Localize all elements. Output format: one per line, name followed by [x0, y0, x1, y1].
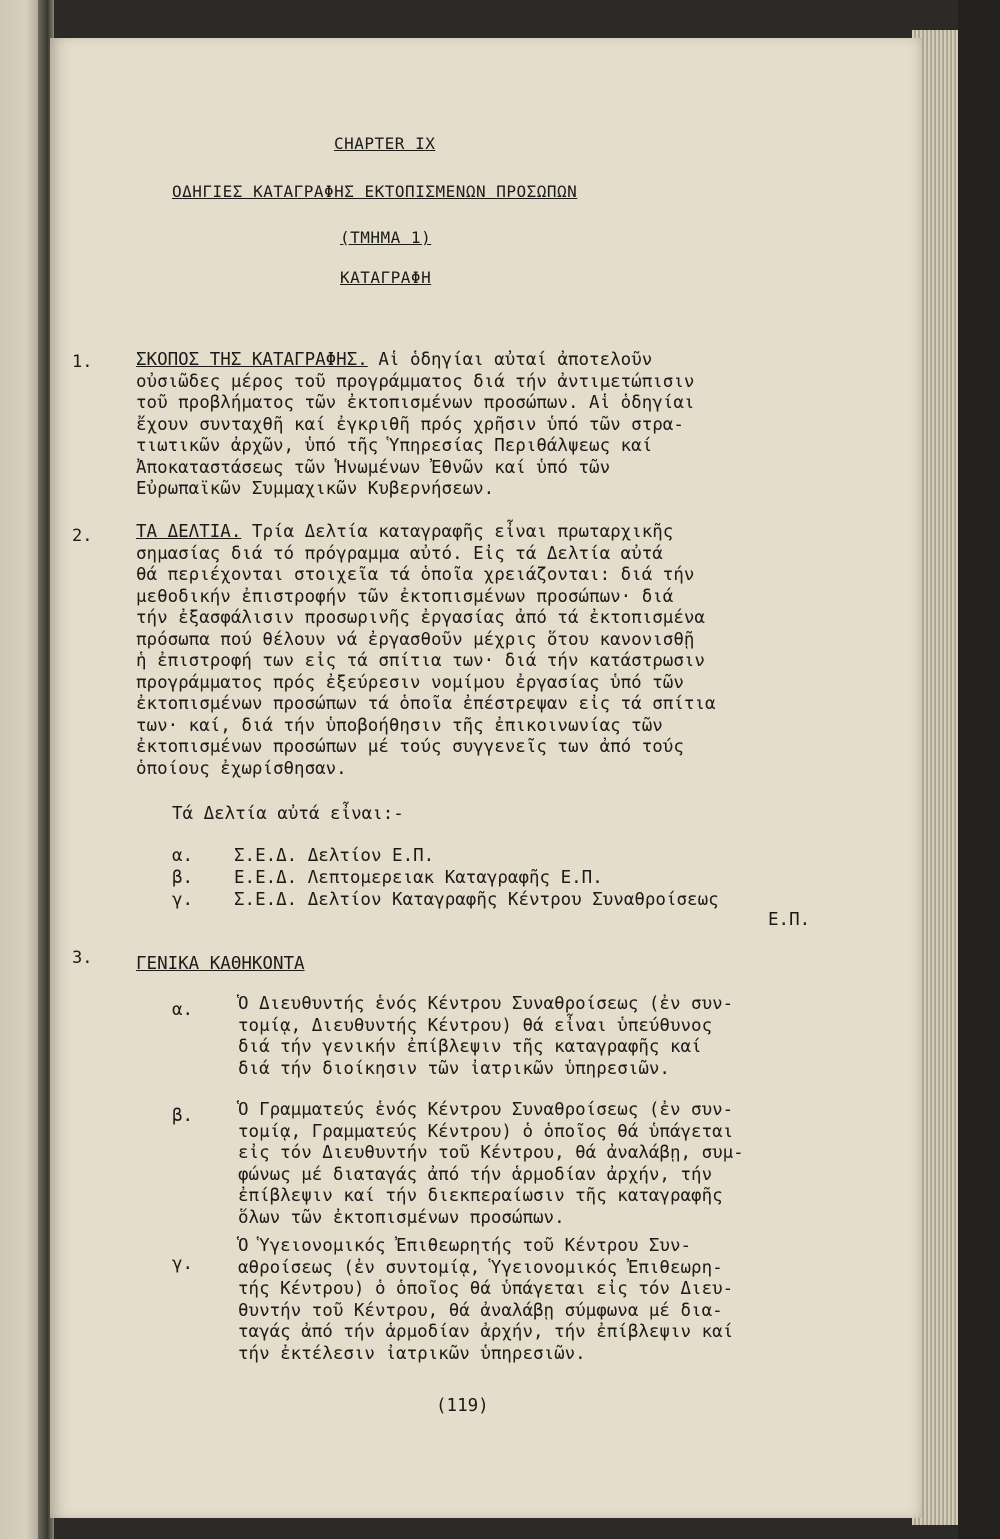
text-line: ἡ ἐπιστροφή των εἰς τά σπίτια των· διά τήν κατάστρωσιν [136, 651, 705, 671]
section-heading: ΤΑ ΔΕΛΤΙΑ. [136, 522, 242, 542]
text-line: αθροίσεως (ἐν συντομίᾳ, Ὑγειονομικός Ἐπιθεωρη- [238, 1257, 723, 1278]
section-intro-text: Αἱ ὁδηγίαι αὐταί ἀποτελοῦν [378, 350, 653, 370]
section-intro-text: Τρία Δελτία καταγραφῆς εἶναι πρωταρχικῆς [251, 522, 674, 542]
text-line: Ὁ Ὑγειονομικός Ἐπιθεωρητής τοῦ Κέντρου Συν- [238, 1236, 692, 1256]
document-page [50, 38, 922, 1518]
text-line: τομίᾳ, Γραμματεύς Κέντρου) ὁ ὁποῖος θά ὑπάγεται [238, 1121, 734, 1142]
background [958, 0, 1000, 1539]
list-intro: Τά Δελτία αὐτά εἶναι:- [172, 804, 404, 824]
list-item-tail: Ε.Π. [768, 910, 811, 930]
text-line: ὁποίους ἐχωρίσθησαν. [136, 758, 347, 779]
list-marker: γ. [172, 1254, 194, 1274]
text-line: διά τήν διοίκησιν τῶν ἰατρικῶν ὑπηρεσιῶν. [238, 1058, 670, 1079]
duty-item [238, 1100, 744, 1229]
list-item: Ε.Ε.Δ. Λεπτομερειακ Καταγραφῆς Ε.Π. [234, 868, 603, 888]
text-line: Ὁ Διευθυντής ἑνός Κέντρου Συναθροίσεως (ἐν συν- [238, 994, 734, 1014]
text-line: μεθοδικήν ἐπιστροφήν τῶν ἐκτοπισμένων προσώπων· διά [136, 586, 674, 607]
text-line: τήν ἐξασφάλισιν προσωρινῆς ἐργασίας ἀπό τά ἐκτοπισμένα [136, 608, 705, 628]
text-line: οὐσιῶδες μέρος τοῦ προγράμματος διά τήν ἀντιμετώπισιν [136, 371, 695, 392]
section-label: (ΤΜΗΜΑ 1) [340, 228, 432, 247]
text-line: ἐκτοπισμένων προσώπων μέ τούς συγγενεῖς των ἀπό τούς [136, 737, 684, 757]
section-number: 2. [72, 526, 93, 546]
section-number: 3. [72, 948, 93, 968]
text-line: θυντήν τοῦ Κέντρου, θά ἀναλάβῃ σύμφωνα μέ δια- [238, 1300, 723, 1321]
text-line: πρόσωπα πού θέλουν νά ἐργασθοῦν μέχρις ὅτου κανονισθῇ [136, 629, 695, 650]
section-heading: ΣΚΟΠΟΣ ΤΗΣ ΚΑΤΑΓΡΑΦΗΣ. [136, 350, 368, 370]
text-line: θά περιέχονται στοιχεῖα τά ὁποῖα χρειάζονται: διά τήν [136, 565, 695, 585]
text-line: τήν ἐκτέλεσιν ἰατρικῶν ὑπηρεσιῶν. [238, 1343, 586, 1364]
section-body [136, 522, 715, 780]
text-line: προγράμματος πρός ἐξεύρεσιν νομίμου ἐργασίας ὑπό τῶν [136, 672, 684, 693]
list-item: Σ.Ε.Δ. Δελτίον Καταγραφῆς Κέντρου Συναθροίσεως [234, 890, 719, 910]
text-line: ἔχουν συνταχθῆ καί ἐγκριθῆ πρός χρῆσιν ὑπό τῶν στρα- [136, 414, 684, 435]
duty-item [238, 994, 733, 1080]
text-line: τοῦ προβλήματος τῶν ἐκτοπισμένων προσώπων. Αἱ ὁδηγίαι [136, 393, 695, 413]
page-subtitle: ΚΑΤΑΓΡΑΦΗ [340, 268, 432, 287]
chapter-label: CHAPTER IX [334, 134, 436, 153]
text-line: φώνως μέ διαταγάς ἀπό τήν ἁρμοδίαν ἀρχήν, τήν [238, 1164, 713, 1185]
section-first-line [136, 350, 694, 372]
text-line: τομίᾳ, Διευθυντής Κέντρου) θά εἶναι ὑπεύθυνος [238, 1015, 713, 1036]
text-line: τής Κέντρου) ὁ ὁποῖος θά ὑπάγεται εἰς τόν Διευ- [238, 1279, 734, 1299]
text-line: Εὐρωπαϊκῶν Συμμαχικῶν Κυβερνήσεων. [136, 479, 495, 499]
list-marker: α. [172, 846, 194, 866]
text-line: σημασίας διά τό πρόγραμμα αὐτό. Εἰς τά Δελτία αὐτά [136, 543, 663, 564]
page-number: (119) [436, 1396, 489, 1416]
text-line: ταγάς ἀπό τήν ἁρμοδίαν ἀρχήν, τήν ἐπίβλεψιν καί [238, 1322, 734, 1342]
text-line: εἰς τόν Διευθυντήν τοῦ Κέντρου, θά ἀναλάβῃ, συμ- [238, 1143, 744, 1163]
text-line: τιωτικῶν ἀρχῶν, ὑπό τῆς Ὑπηρεσίας Περιθάλψεως καί [136, 436, 653, 456]
list-marker: β. [172, 868, 194, 888]
text-line: ἐπίβλεψιν καί τήν διεκπεραίωσιν τῆς καταγραφῆς [238, 1186, 723, 1206]
text-line: των· καί, διά τήν ὑποβοήθησιν τῆς ἐπικοινωνίας τῶν [136, 715, 663, 736]
text-line: Ὁ Γραμματεύς ἑνός Κέντρου Συναθροίσεως (ἐν συν- [238, 1100, 734, 1120]
text-line: ὅλων τῶν ἐκτοπισμένων προσώπων. [238, 1207, 565, 1228]
list-marker: β. [172, 1106, 194, 1126]
list-marker: α. [172, 1000, 194, 1020]
text-line: Ἀποκαταστάσεως τῶν Ἡνωμένων Ἐθνῶν καί ὑπό τῶν [136, 457, 611, 478]
section-heading: ΓΕΝΙΚΑ ΚΑΘΗΚΟΝΤΑ [136, 954, 305, 974]
list-item: Σ.Ε.Δ. Δελτίον Ε.Π. [234, 846, 435, 866]
text-line: διά τήν γενικήν ἐπίβλεψιν τῆς καταγραφῆς καί [238, 1037, 702, 1057]
list-marker: γ. [172, 890, 194, 910]
text-line: ἐκτοπισμένων προσώπων τά ὁποῖα ἐπέστρεψαν εἰς τά σπίτια [136, 694, 716, 714]
section-number: 1. [72, 352, 93, 372]
page-title: ΟΔΗΓΙΕΣ ΚΑΤΑΓΡΑΦΗΣ ΕΚΤΟΠΙΣΜΕΝΩΝ ΠΡΟΣΩΠΩΝ [172, 182, 578, 201]
section-first-line [136, 522, 715, 544]
section-body [136, 350, 694, 501]
duty-item [238, 1236, 733, 1365]
